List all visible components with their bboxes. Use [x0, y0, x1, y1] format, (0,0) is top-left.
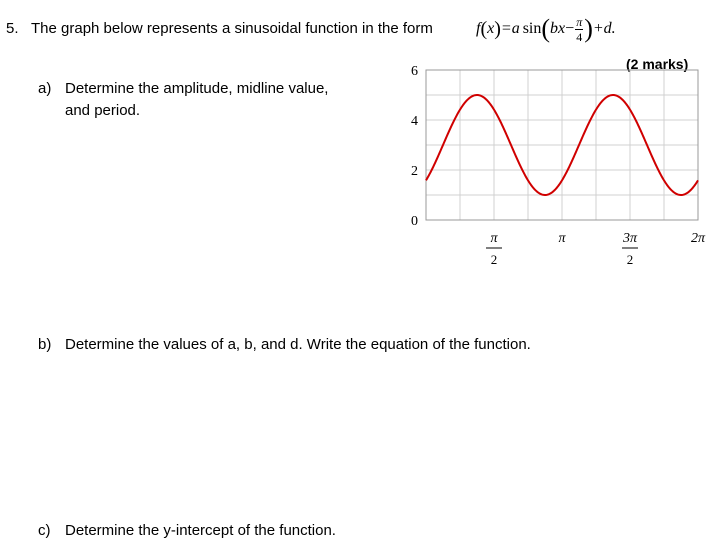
- part-a-letter: a): [38, 80, 52, 97]
- formula-fraction: [575, 16, 583, 43]
- part-c-letter: c): [38, 522, 51, 539]
- formula-minus: −: [565, 20, 575, 37]
- x-tick-label: 3π: [622, 231, 638, 246]
- y-tick-label: 0: [411, 214, 418, 229]
- question-number: 5.: [6, 20, 19, 37]
- y-tick-label: 4: [411, 114, 418, 129]
- formula-four: 4: [576, 29, 583, 44]
- y-tick-label: 2: [411, 164, 418, 179]
- marks-label: (2 marks): [626, 56, 689, 72]
- formula-f: f: [476, 20, 481, 37]
- x-tick-label: π: [558, 231, 566, 246]
- formula-eq-a: =a: [500, 20, 520, 37]
- formula-plus-d: +d.: [592, 20, 616, 37]
- part-b-letter: b): [38, 336, 52, 353]
- formula-x: x: [487, 20, 495, 37]
- part-c-text: Determine the y-intercept of the function.: [65, 522, 336, 539]
- x-tick-label: π: [490, 231, 498, 246]
- formula-paren-close: ): [494, 18, 501, 40]
- y-tick-label: 6: [411, 64, 418, 79]
- part-a-line2: and period.: [65, 102, 141, 119]
- grid: [426, 70, 698, 220]
- part-a-line1: Determine the amplitude, midline value,: [65, 80, 329, 97]
- formula-big-paren-open: (: [541, 14, 551, 43]
- formula-big-paren-close: ): [584, 14, 593, 43]
- y-tick-labels: [411, 64, 418, 229]
- x-tick-label: 2π: [690, 231, 706, 246]
- part-b-text: Determine the values of a, b, and d. Write the equation of the function.: [65, 336, 531, 353]
- formula-bx: bx: [550, 20, 566, 37]
- formula: [476, 10, 616, 48]
- x-tick-label-denominator: 2: [490, 252, 498, 267]
- formula-paren-open: (: [480, 18, 488, 40]
- formula-pi: π: [576, 14, 583, 29]
- sinusoid-graph: [395, 60, 718, 285]
- formula-sin: sin: [522, 20, 542, 37]
- x-tick-labels: [486, 231, 706, 267]
- x-tick-label-denominator: 2: [626, 252, 634, 267]
- question-stem: The graph below represents a sinusoidal function in the form: [31, 20, 433, 37]
